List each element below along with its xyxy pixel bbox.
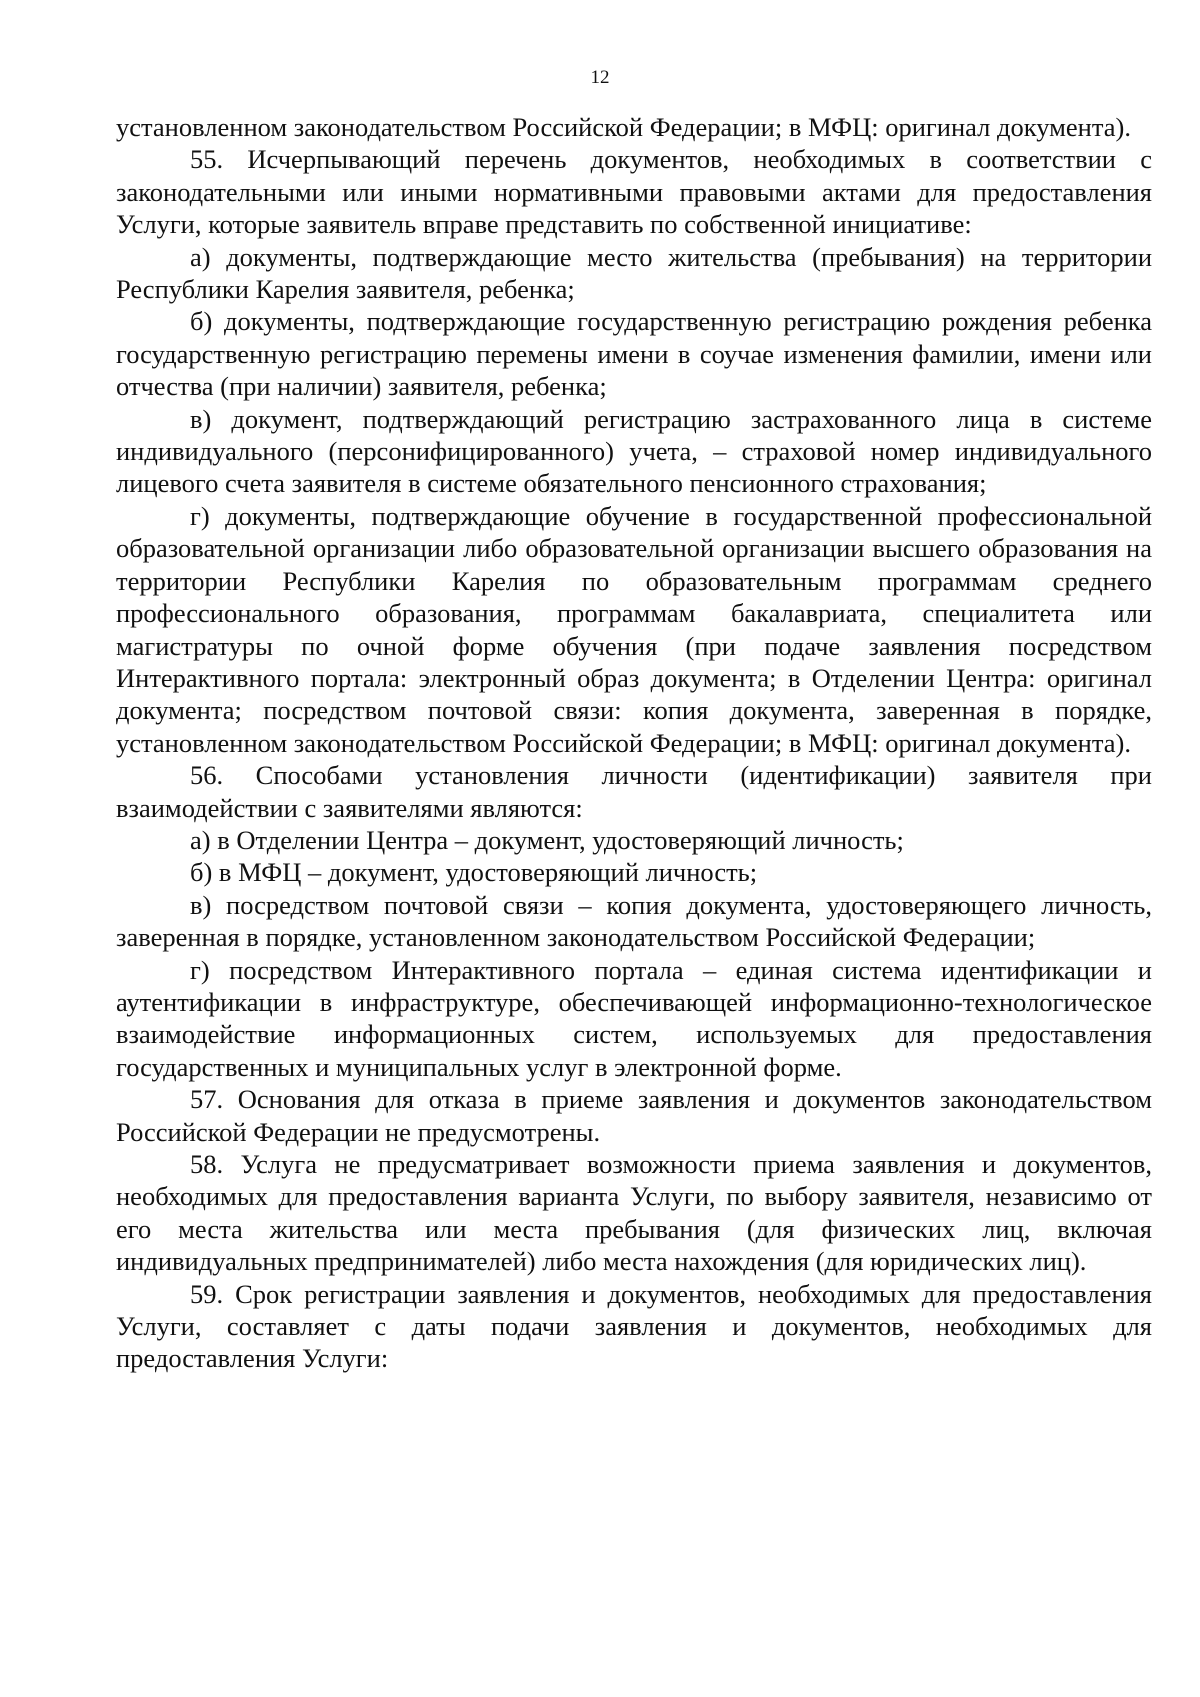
paragraph: 58. Услуга не предусматривает возможности приема заявления и документов, необходимых для предоставления варианта Услуги, по выбору заявителя, независимо от его места жительства или места пребывания (для физических лиц, включая индивидуальных предпринимателей) либо места нахождения (для юридических лиц).: [116, 1149, 1152, 1277]
paragraph: а) документы, подтверждающие место жительства (пребывания) на территории Республики Карелия заявителя, ребенка;: [116, 241, 1152, 305]
document-body: [116, 111, 1152, 1375]
paragraph: г) посредством Интерактивного портала – единая система идентификации и аутентификации в инфраструктуре, обеспечивающей информационно-технологическое взаимодействие информационных систем, используемых для предоставления государственных и муниципальных услуг в электронной форме.: [116, 954, 1152, 1082]
paragraph: г) документы, подтверждающие обучение в государственной профессиональной образовательной организации либо образовательной организации высшего образования на территории Республики Карелия по образовательным программам среднего профессионального образования, программам бакалавриата, специалитета или магистратуры по очной форме обучения (при подаче заявления посредством Интерактивного портала: электронный образ документа; в Отделении Центра: оригинал документа; посредством почтовой связи: копия документа, заверенная в порядке, установленном законодательством Российской Федерации; в МФЦ: оригинал документа).: [116, 500, 1152, 758]
paragraph: 55. Исчерпывающий перечень документов, необходимых в соответствии с законодательными или иными нормативными правовыми актами для предоставления Услуги, которые заявитель вправе представить по собственной инициативе:: [116, 144, 1152, 240]
paragraph: установленном законодательством Российской Федерации; в МФЦ: оригинал документа).: [116, 112, 1131, 142]
paragraph: 59. Срок регистрации заявления и документов, необходимых для предоставления Услуги, составляет с даты подачи заявления и документов, необходимых для предоставления Услуги:: [116, 1278, 1152, 1374]
paragraph: 56. Способами установления личности (идентификации) заявителя при взаимодействии с заявителями являются:: [116, 760, 1152, 823]
paragraph: в) посредством почтовой связи – копия документа, удостоверяющего личность, заверенная в порядке, установленном законодательством Российской Федерации;: [116, 889, 1152, 953]
paragraph: а) в Отделении Центра – документ, удостоверяющий личность;: [190, 824, 904, 855]
paragraph: б) документы, подтверждающие государственную регистрацию рождения ребенка государственную регистрацию перемены имени в соучае изменения фамилии, имени или отчества (при наличии) заявителя, ребенка;: [116, 306, 1152, 402]
paragraph: в) документ, подтверждающий регистрацию застрахованного лица в системе индивидуального (персонифицированного) учета, – страховой номер индивидуального лицевого счета заявителя в системе обязательного пенсионного страхования;: [116, 403, 1152, 499]
paragraph: б) в МФЦ – документ, удостоверяющий личность;: [190, 857, 758, 888]
page-number: 12: [590, 67, 610, 88]
paragraph: 57. Основания для отказа в приеме заявления и документов законодательством Российской Федерации не предусмотрены.: [116, 1084, 1152, 1147]
